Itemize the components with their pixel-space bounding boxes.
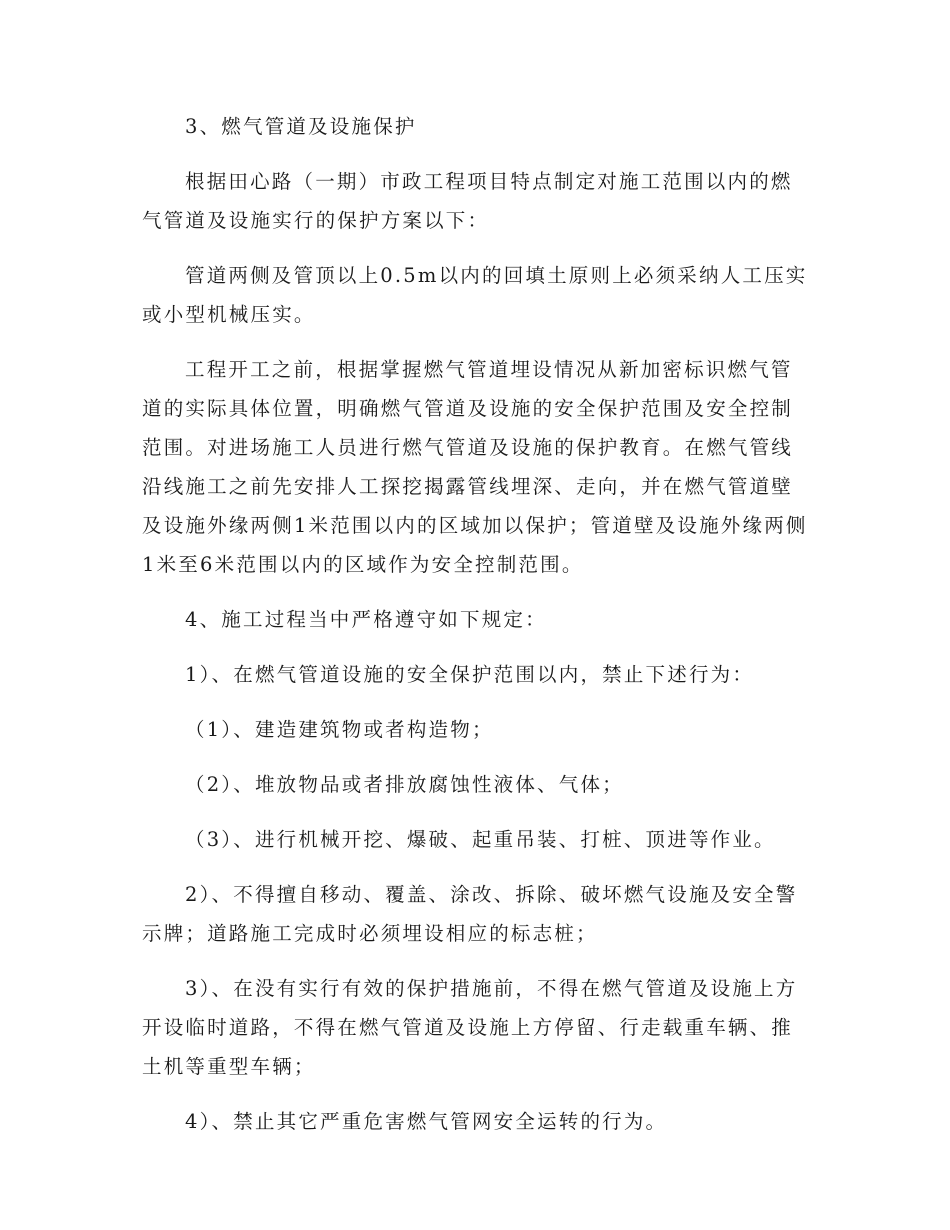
rule-subitem-1: （1）、建造建筑物或者构造物； (185, 718, 494, 741)
rule-item-3: 3）、在没有实行有效的保护措施前，不得在燃气管道及设施上方开设临时道路，不得在燃气管道及设施上方停留、行走载重车辆、推土机等重型车辆； (142, 977, 798, 1078)
paragraph-backfill-compaction: 管道两侧及管顶以上0.5m以内的回填土原则上必须采纳人工压实或小型机械压实。 (142, 264, 808, 326)
paragraph-protection-plan-intro: 根据田心路（一期）市政工程项目特点制定对施工范围以内的燃气管道及设施实行的保护方案以下： (142, 170, 793, 232)
section-heading-construction-rules: 4、施工过程当中严格遵守如下规定： (185, 608, 547, 631)
rule-item-1: 1）、在燃气管道设施的安全保护范围以内，禁止下述行为： (185, 663, 755, 686)
section-heading-gas-pipeline-protection: 3、燃气管道及设施保护 (185, 115, 417, 138)
paragraph-pre-construction-measures: 工程开工之前，根据掌握燃气管道埋设情况从新加密标识燃气管道的实际具体位置，明确燃气管道及设施的安全保护范围及安全控制范围。对进场施工人员进行燃气管道及设施的保护教育。在燃气管线沿线施工之前先安排人工探挖揭露管线埋深、走向，并在燃气管道壁及设施外缘两侧1米范围以内的区域加以保护；管道壁及设施外缘两侧1米至6米范围以内的区域作为安全控制范围。 (142, 358, 808, 576)
rule-subitem-3: （3）、进行机械开挖、爆破、起重吊装、打桩、顶进等作业。 (185, 828, 776, 851)
rule-item-2: 2）、不得擅自移动、覆盖、涂改、拆除、破坏燃气设施及安全警示牌；道路施工完成时必须埋设相应的标志桩； (142, 883, 798, 945)
rule-item-4: 4）、禁止其它严重危害燃气管网安全运转的行为。 (185, 1110, 668, 1133)
rule-subitem-2: （2）、堆放物品或者排放腐蚀性液体、气体； (185, 773, 624, 796)
document-body (142, 107, 810, 1141)
